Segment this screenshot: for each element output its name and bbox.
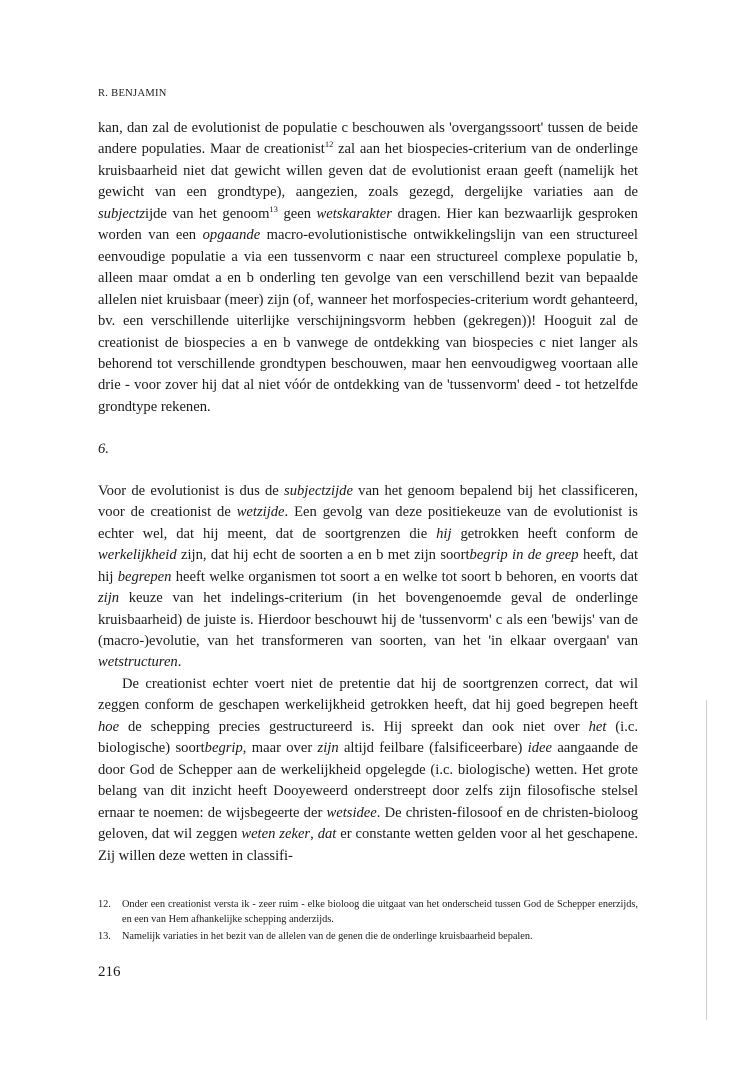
paragraph-3: De creationist echter voert niet de pretentie dat hij de soortgrenzen correct, dat wil zeggen conform de geschapen werkelijkheid getrokken heeft, dat hij goed begrepen heeft hoe de schepping precies gestructureerd is. Hij spreekt dan ook niet over het (i.c. biologische) soortbegrip, maar over zijn altijd feilbare (falsificeerbare) idee aangaande de door God de Schepper aan de werkelijkheid opgelegde (i.c. biologische) wetten. Het grote belang van dit inzicht heeft Dooyeweerd onderstreept door zelfs zijn filosofische stelsel ernaar te noemen: de wijsbegeerte der wetsidee. De christen-filosoof en de christen-bioloog geloven, dat wil zeggen weten zeker, dat er constante wetten gelden voor al het geschapene. Zij willen deze wetten in classifi- <box>98 675 639 864</box>
body-text <box>98 118 638 867</box>
footnote-ref-13[interactable]: 13 <box>269 203 278 214</box>
footnote-12 <box>98 898 638 928</box>
footnote-text: Onder een creationist versta ik - zeer ruim - elke bioloog die uitgaat van het onderscheid tussen God de Schepper enerzijds, en een van Hem afhankelijke schepping anderzijds. <box>122 899 638 925</box>
footnote-text: Namelijk variaties in het bezit van de allelen van de genen die de onderlinge kruisbaarheid bepalen. <box>122 930 533 942</box>
footnote-13 <box>98 930 638 945</box>
section-number: 6. <box>98 441 109 458</box>
paragraph-1: kan, dan zal de evolutionist de populatie c beschouwen als 'overgangssoort' tussen de beide andere populaties. Maar de creationist$^{12}$ zal aan het biospecies-criterium van de onderlinge kruisbaarheid niet dat gewicht willen geven dat de evolutionist eraan geeft (namelijk het gewicht van een grondtype), aangezien, zoals gezegd, dergelijke variaties aan de subjectzijde van het genoom$^{13}$ geen wetskarakter dragen. Hier kan bezwaarlijk gesproken worden van een opgaande macro-evolutionistische ontwikkelingslijn van een structureel eenvoudige populatie a via een tussenvorm c naar een structureel complexe populatie b, alleen maar omdat a en b onderling ten gevolge van een verschillend bezit van bepaalde allelen niet kruisbaar (meer) zijn (of, wanneer het morfospecies-criterium wordt gehanteerd, bv. een verschillende uiterlijke verschijningsvorm hebben (gekregen))! Hooguit zal de creationist de biospecies a en b vanwege de ontdekking van biospecies c niet langer als behorend tot verschillende grondtypen beschouwen, maar hen eenvoudigweg voortaan alle drie - voor zover hij dat al niet vóór de ontdekking van de 'tussenvorm' deed - tot hetzelfde grondtype rekenen. <box>98 120 638 415</box>
running-head: R. BENJAMIN <box>98 88 167 99</box>
page-number: 216 <box>98 964 121 980</box>
footnote-number: 12. <box>98 899 111 910</box>
scan-edge-line <box>706 700 707 1020</box>
footnote-number: 13. <box>98 930 111 942</box>
footnote-ref-12[interactable]: 12 <box>324 139 334 150</box>
footnotes <box>98 898 638 946</box>
paragraph-2: Voor de evolutionist is dus de subjectzijde van het genoom bepalend bij het classificeren, voor de creationist de wetzijde. Een gevolg van deze positiekeuze van de evolutionist is echter wel, dat hij meent, dat de soortgrenzen die hij getrokken heeft conform de werkelijkheid zijn, dat hij echt de soorten a en b met zijn soortbegrip in de greep heeft, dat hij begrepen heeft welke organismen tot soort a en welke tot soort b behoren, en voorts dat zijn keuze van het indelings-criterium (in het bovengenoemde geval de onderlinge kruisbaarheid) de juiste is. Hierdoor beschouwt hij de 'tussenvorm' c als een 'bewijs' van de (macro-)evolutie, van het transformeren van soorten, van het 'in elkaar overgaan' van wetstructuren. <box>98 482 639 671</box>
